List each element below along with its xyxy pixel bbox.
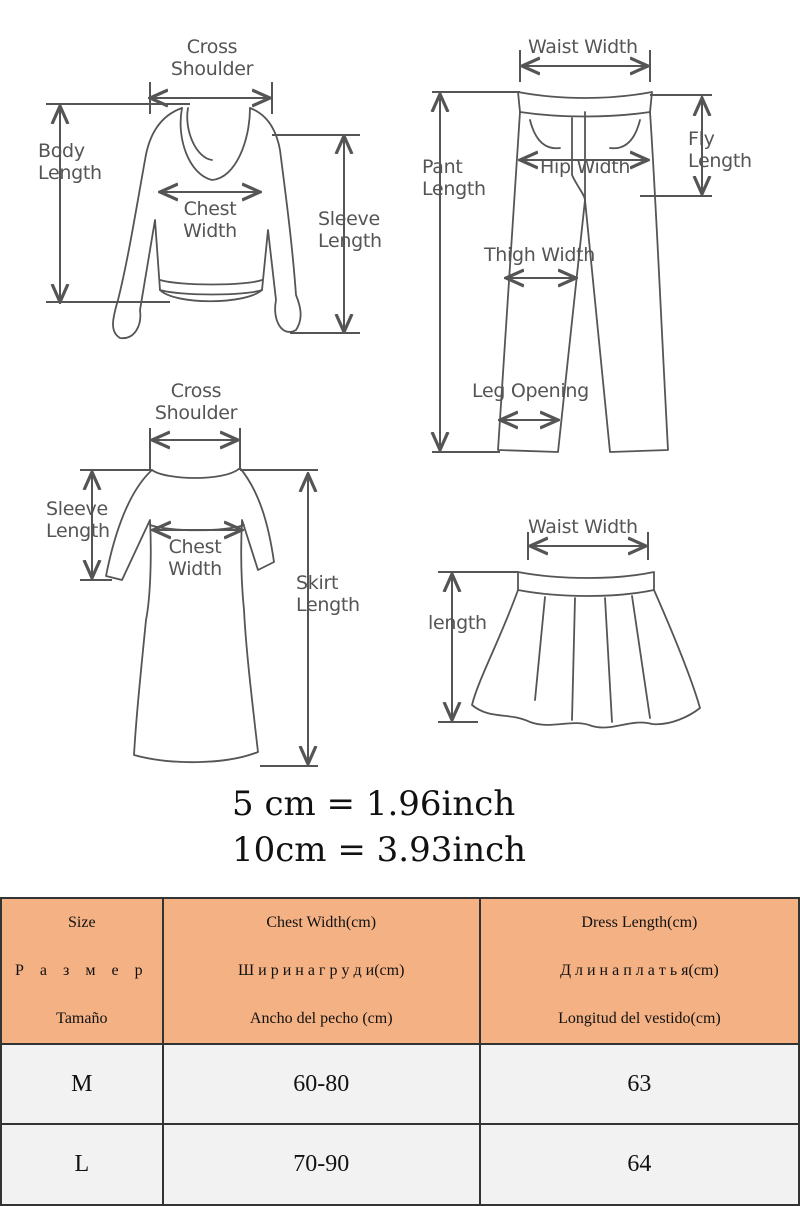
header-size-es: Tamaño — [56, 1010, 108, 1027]
label-skirt-length: Skirt Length — [296, 572, 360, 616]
label-skirt-waist-width: Waist Width — [528, 516, 638, 538]
header-size-ru: Р а з м е р — [15, 962, 149, 979]
header-chest — [163, 898, 480, 1044]
header-chest-es: Ancho del pecho (cm) — [249, 1010, 393, 1027]
header-chest-en: Chest Width(cm) — [266, 914, 377, 931]
label-thigh-width: Thigh Width — [484, 244, 595, 266]
label-pant-length: Pant Length — [422, 156, 486, 200]
cell-length: 63 — [480, 1044, 799, 1124]
conversion-line-1: 5 cm = 1.96inch — [232, 784, 516, 824]
header-length-ru: Д л и н а п л а т ь я(cm) — [560, 962, 719, 979]
label-fly-length: Fly Length — [688, 128, 752, 172]
label-body-length: Body Length — [38, 140, 102, 184]
dress-illustration — [106, 468, 274, 762]
table-row — [1, 1044, 799, 1124]
label-chest-width: Chest Width — [183, 198, 237, 242]
label-waist-width: Waist Width — [528, 36, 638, 58]
label-dress-cross-shoulder: Cross Shoulder — [154, 380, 238, 424]
table-header-row — [1, 898, 799, 1044]
conversion-line-2: 10cm = 3.93inch — [232, 830, 527, 870]
cell-size: L — [1, 1124, 163, 1205]
cell-length: 64 — [480, 1124, 799, 1205]
skirt-illustration — [472, 572, 700, 728]
label-cross-shoulder: Cross Shoulder — [170, 36, 254, 80]
label-skirt-length-measure: length — [428, 612, 487, 634]
label-leg-opening: Leg Opening — [472, 380, 589, 402]
label-sleeve-length: Sleeve Length — [318, 208, 382, 252]
header-size-en: Size — [68, 914, 96, 931]
header-length-en: Dress Length(cm) — [581, 914, 698, 931]
label-dress-chest-width: Chest Width — [168, 536, 222, 580]
header-size — [1, 898, 163, 1044]
label-dress-sleeve-length: Sleeve Length — [46, 498, 110, 542]
header-chest-ru: Ш и р и н а г р у д и(cm) — [238, 962, 405, 979]
cell-chest: 60-80 — [163, 1044, 480, 1124]
label-hip-width: Hip Width — [540, 156, 631, 178]
header-length — [480, 898, 799, 1044]
size-table — [0, 897, 800, 1206]
table-row — [1, 1124, 799, 1205]
header-length-es: Longitud del vestido(cm) — [558, 1010, 721, 1027]
cell-size: M — [1, 1044, 163, 1124]
cell-chest: 70-90 — [163, 1124, 480, 1205]
